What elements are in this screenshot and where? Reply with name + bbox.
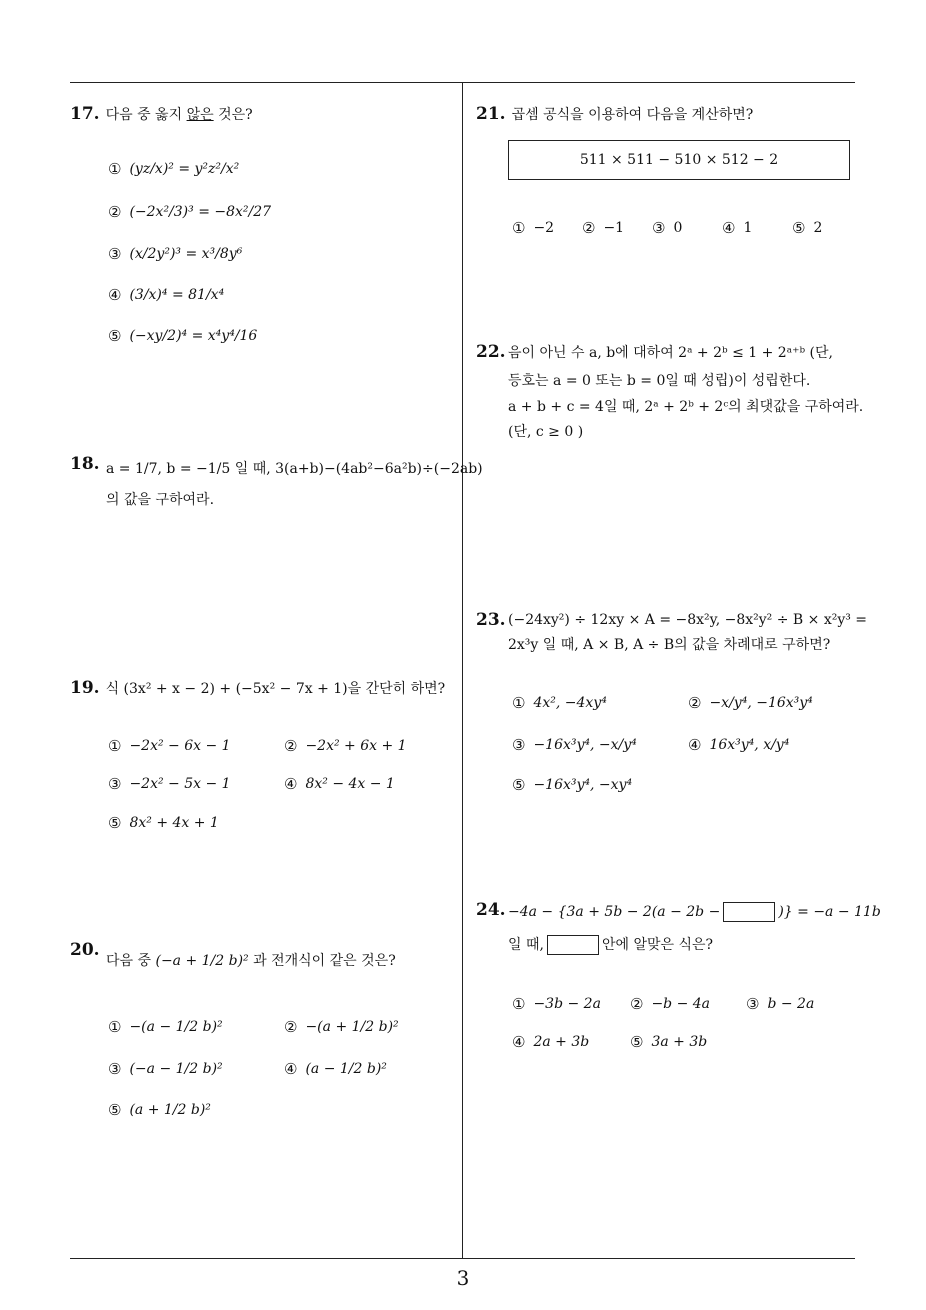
option-expression: −1 [603,220,625,236]
option-mark: ① [108,1018,122,1036]
option-mark: ⑤ [792,219,806,237]
option-expression: (3/x)⁴ = 81/x⁴ [129,287,225,303]
q23-option-1[interactable] [512,694,607,712]
option-expression: 2 [813,220,823,236]
q19-option-1[interactable] [108,737,231,755]
q24-option-1[interactable] [512,995,601,1013]
option-mark: ④ [722,219,736,237]
option-mark: ⑤ [108,814,122,832]
option-expression: (yz/x)² = y²z²/x² [129,161,240,177]
option-expression: (−xy/2)⁴ = x⁴y⁴/16 [129,328,258,344]
option-expression: 2a + 3b [533,1034,590,1050]
question-text [106,950,396,972]
question-number: 21. [476,104,506,124]
option-expression: −2 [533,220,555,236]
option-expression: −3b − 2a [533,996,601,1012]
q21-option-5[interactable] [792,219,822,237]
question-number: 20. [70,940,100,960]
option-mark: ⑤ [108,327,122,345]
question-expression: (−a + 1/2 b)² [155,953,249,969]
option-expression: (x/2y²)³ = x³/8y⁶ [129,246,243,262]
option-expression: 16x³y⁴, x/y⁴ [709,737,790,753]
option-expression: (a − 1/2 b)² [305,1061,387,1077]
question-text-end: 안에 알맞은 식은? [601,937,714,953]
option-mark: ③ [108,245,122,263]
option-mark: ① [108,737,122,755]
q24-option-4[interactable] [512,1033,589,1051]
option-expression: 8x² − 4x − 1 [305,776,395,792]
option-mark: ② [284,1018,298,1036]
option-mark: ④ [688,736,702,754]
q20-option-4[interactable] [284,1060,387,1078]
q24-option-3[interactable] [746,995,814,1013]
option-mark: ② [630,995,644,1013]
q23-option-5[interactable] [512,776,632,794]
question-23 [476,608,512,633]
q24-option-5[interactable] [630,1033,707,1051]
question-text-start: 일 때, [508,937,544,953]
page-number: 3 [456,1266,470,1290]
question-21 [476,102,753,127]
option-expression: 3a + 3b [651,1034,708,1050]
blank-box [723,902,775,922]
option-expression: −x/y⁴, −16x³y⁴ [709,695,813,711]
option-expression: 4x², −4xy⁴ [533,695,607,711]
q19-option-5[interactable] [108,814,219,832]
option-mark: ⑤ [108,1101,122,1119]
column-divider [462,83,463,1258]
q17-option-5[interactable] [108,327,257,345]
question-17 [70,102,253,127]
blank-box [547,935,599,955]
question-19 [70,676,445,701]
question-text-line-4: (단, c ≥ 0 ) [508,424,584,440]
question-text-line-3: a + b + c = 4일 때, 2ᵃ + 2ᵇ + 2ᶜ의 최댓값을 구하여라. [508,399,864,415]
q23-option-4[interactable] [688,736,789,754]
q24-option-2[interactable] [630,995,710,1013]
q17-option-4[interactable] [108,286,224,304]
boxed-expression: 511 × 511 − 510 × 512 − 2 [508,140,850,180]
option-mark: ② [582,219,596,237]
q21-option-2[interactable] [582,219,624,237]
question-text: (−24xy²) ÷ 12xy × A = −8x²y, −8x²y² ÷ B × x²y³ = [508,612,868,628]
question-number: 23. [476,610,506,630]
question-text-line-2: 2x³y 일 때, A × B, A ÷ B의 값을 차례대로 구하면? [508,637,831,653]
underlined-word: 않은 [186,107,214,123]
option-mark: ① [108,160,122,178]
option-mark: ③ [108,775,122,793]
option-mark: ③ [108,1060,122,1078]
q20-option-2[interactable] [284,1018,399,1036]
q19-option-4[interactable] [284,775,395,793]
option-mark: ③ [512,736,526,754]
option-expression: 0 [673,220,683,236]
option-expression: −2x² + 6x + 1 [305,738,407,754]
option-mark: ① [512,995,526,1013]
question-18 [70,452,106,477]
question-number: 18. [70,454,100,474]
option-mark: ⑤ [630,1033,644,1051]
question-text: a = 1/7, b = −1/5 일 때, 3(a+b)−(4ab²−6a²b)÷(−2ab) [106,461,483,477]
option-expression: −b − 4a [651,996,711,1012]
question-20 [70,938,106,963]
option-mark: ① [512,219,526,237]
q17-option-1[interactable] [108,160,239,178]
q21-option-4[interactable] [722,219,752,237]
option-mark: ② [688,694,702,712]
question-text: 곱셈 공식을 이용하여 다음을 계산하면? [511,107,754,123]
option-mark: ③ [746,995,760,1013]
q17-option-3[interactable] [108,245,242,263]
question-text: 음이 아닌 수 a, b에 대하여 2ᵃ + 2ᵇ ≤ 1 + 2ᵃ⁺ᵇ (단, [508,345,833,361]
question-number: 24. [476,900,506,920]
option-mark: ⑤ [512,776,526,794]
option-expression: −2x² − 5x − 1 [129,776,231,792]
option-mark: ② [108,203,122,221]
question-text-line-2: 등호는 a = 0 또는 b = 0일 때 성립)이 성립한다. [508,373,811,389]
q21-option-3[interactable] [652,219,682,237]
option-expression: −16x³y⁴, −xy⁴ [533,777,633,793]
question-number: 17. [70,104,100,124]
option-expression: b − 2a [767,996,815,1012]
q21-option-1[interactable] [512,219,554,237]
option-mark: ② [284,737,298,755]
question-text-end: 것은? [213,107,253,123]
option-expression: (a + 1/2 b)² [129,1102,211,1118]
question-text: 다음 중 옳지 [105,107,187,123]
option-expression: (−a − 1/2 b)² [129,1061,223,1077]
q20-option-3[interactable] [108,1060,223,1078]
question-text: 식 (3x² + x − 2) + (−5x² − 7x + 1)을 간단히 하면? [105,681,446,697]
q19-option-3[interactable] [108,775,231,793]
option-expression: 1 [743,220,753,236]
expression-right: )} = −a − 11b [778,904,881,920]
option-expression: −(a − 1/2 b)² [129,1019,223,1035]
question-number: 22. [476,342,506,362]
option-expression: −16x³y⁴, −x/y⁴ [533,737,637,753]
bottom-rule [70,1258,855,1259]
q23-option-2[interactable] [688,694,813,712]
q20-option-5[interactable] [108,1101,211,1119]
option-mark: ① [512,694,526,712]
question-text-line-2: 의 값을 구하여라. [106,492,215,508]
question-expression [508,901,881,923]
question-text [508,934,713,956]
question-text-end: 과 전개식이 같은 것은? [253,953,396,969]
option-mark: ④ [512,1033,526,1051]
option-expression: 8x² + 4x + 1 [129,815,219,831]
option-mark: ④ [108,286,122,304]
q17-option-2[interactable] [108,203,271,221]
option-mark: ③ [652,219,666,237]
q20-option-1[interactable] [108,1018,223,1036]
option-mark: ④ [284,775,298,793]
question-number: 19. [70,678,100,698]
question-text-start: 다음 중 [106,953,152,969]
q19-option-2[interactable] [284,737,407,755]
expression-left: −4a − {3a + 5b − 2(a − 2b − [508,904,721,920]
question-24 [476,898,512,923]
q23-option-3[interactable] [512,736,637,754]
option-expression: (−2x²/3)³ = −8x²/27 [129,204,272,220]
option-mark: ④ [284,1060,298,1078]
question-22 [476,340,512,365]
option-expression: −(a + 1/2 b)² [305,1019,399,1035]
option-expression: −2x² − 6x − 1 [129,738,231,754]
